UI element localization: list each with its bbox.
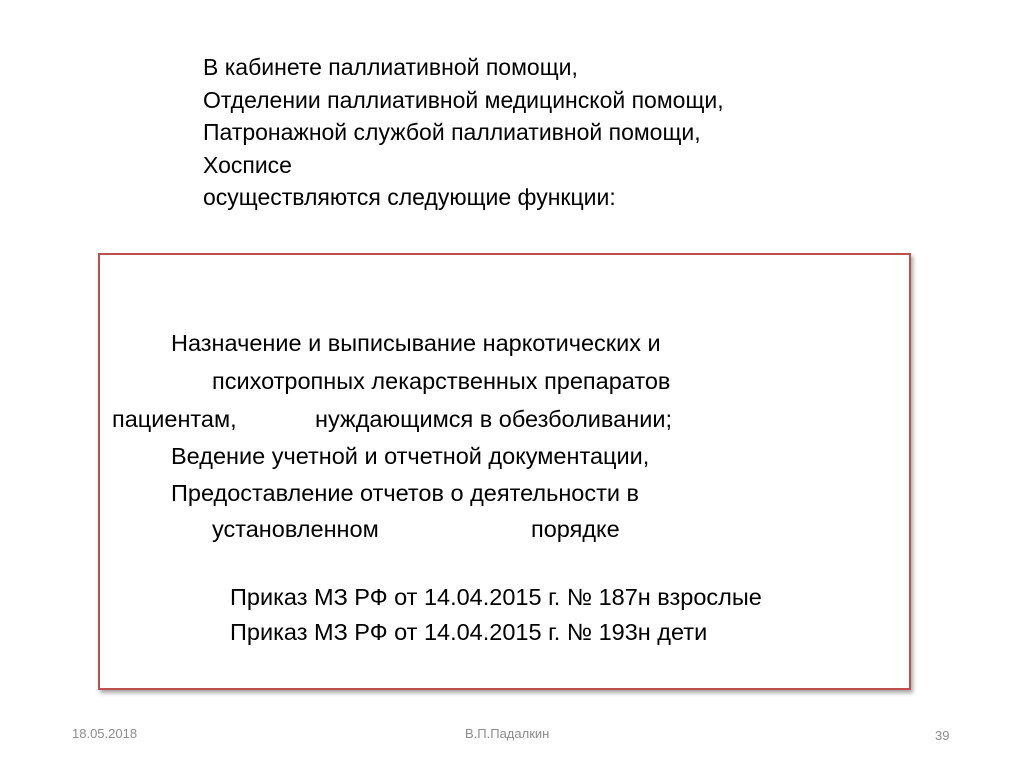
intro-line: Хосписе (203, 151, 292, 178)
order-line: Приказ МЗ РФ от 14.04.2015 г. № 187н взрослые (230, 584, 762, 610)
function-line: Предоставление отчетов о деятельности в (171, 480, 640, 506)
page-number: 39 (935, 728, 950, 743)
footer-date: 18.05.2018 (72, 726, 138, 741)
function-line: установленном (212, 516, 379, 542)
function-line: Ведение учетной и отчетной документации, (171, 443, 650, 469)
footer-author: В.П.Падалкин (465, 726, 550, 741)
function-line: порядке (531, 516, 620, 542)
intro-text (203, 51, 724, 214)
function-line: нуждающимся в обезболивании; (315, 406, 672, 432)
function-line: психотропных лекарственных препаратов (212, 368, 671, 394)
function-line: Назначение и выписывание наркотических и (171, 330, 661, 356)
intro-line: Отделении паллиативной медицинской помощи, (203, 86, 724, 113)
intro-line: В кабинете паллиативной помощи, (203, 54, 578, 80)
intro-line: осуществляются следующие функции: (203, 184, 616, 210)
intro-line: Патронажной службой паллиативной помощи, (203, 119, 701, 145)
function-line: пациентам, (112, 406, 237, 432)
order-line: Приказ МЗ РФ от 14.04.2015 г. № 193н дети (230, 619, 708, 645)
